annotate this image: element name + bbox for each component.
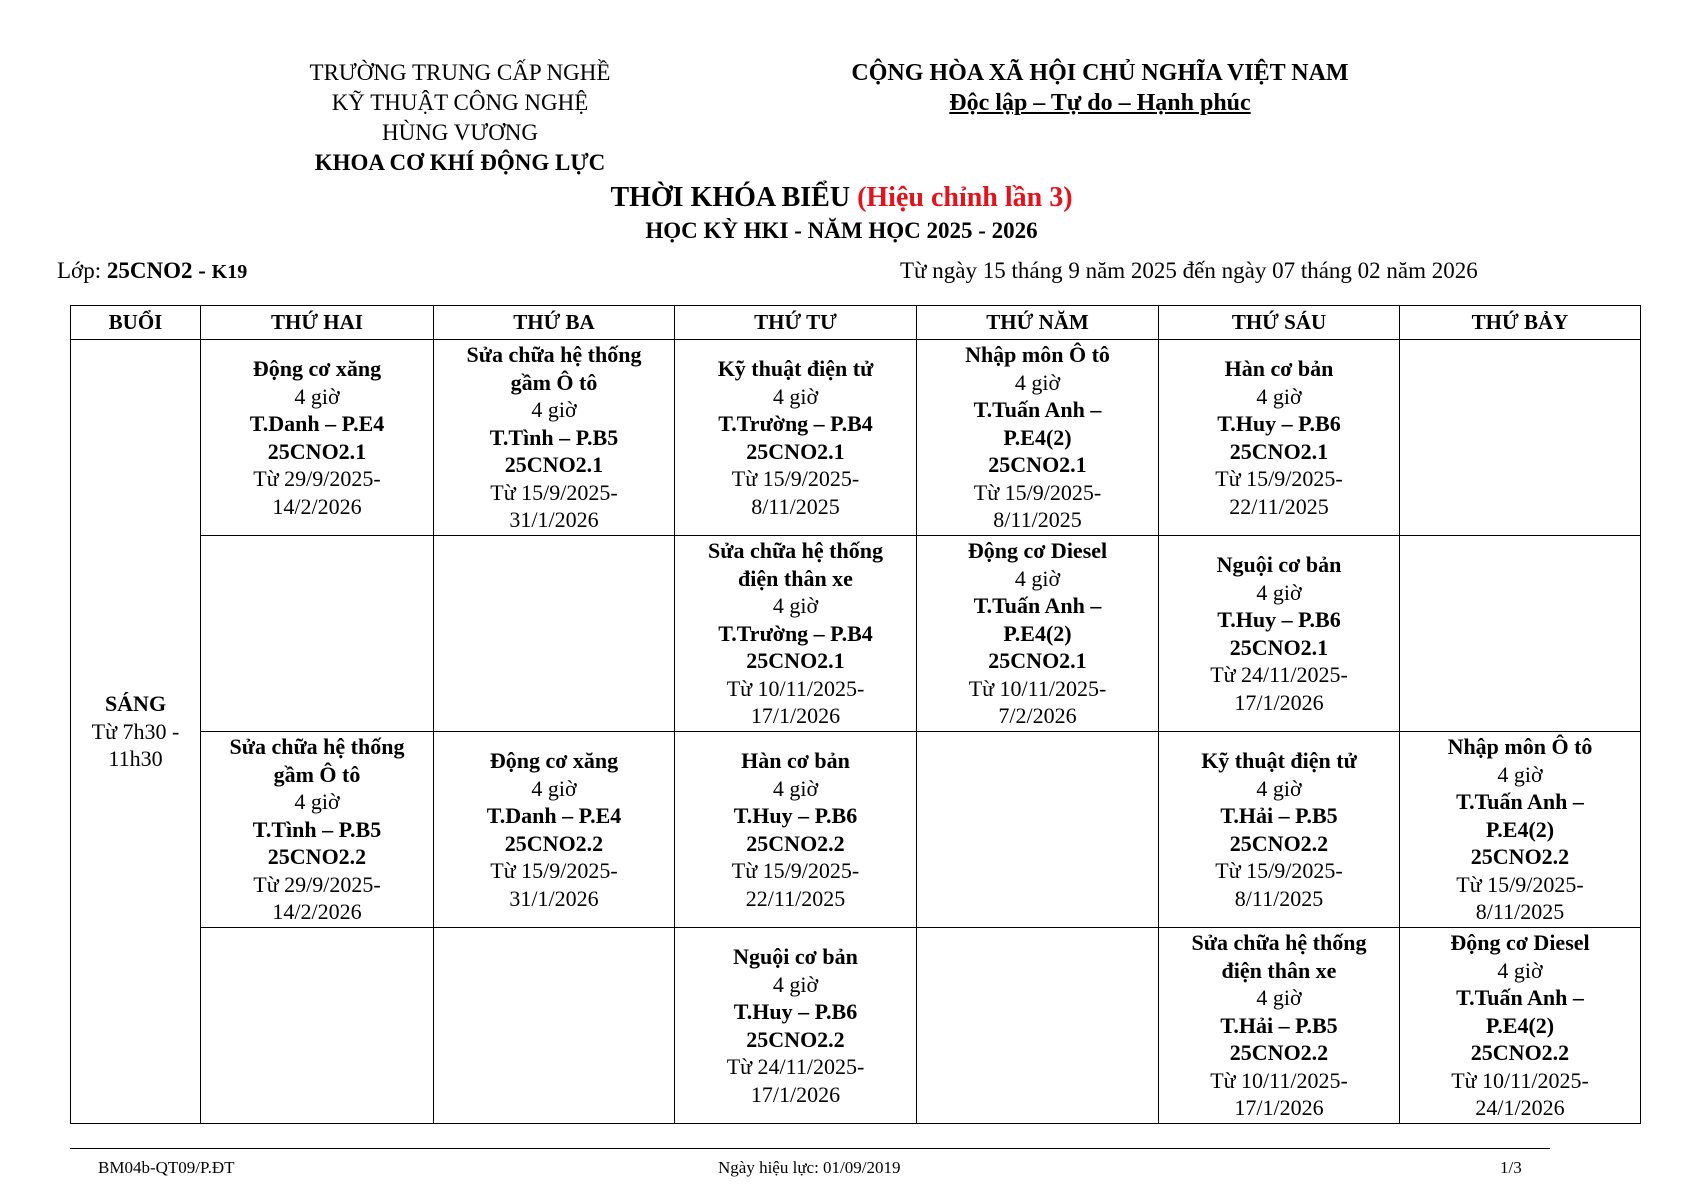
course-dates: 14/2/2026 xyxy=(272,899,362,925)
course-dates: 24/1/2026 xyxy=(1475,1095,1565,1121)
course-dates: Từ 15/9/2025- xyxy=(731,858,860,883)
course-dates: 14/2/2026 xyxy=(272,493,362,519)
course-dates: 31/1/2026 xyxy=(509,885,599,911)
course-dates: Từ 15/9/2025- xyxy=(490,858,618,883)
course-hours: 4 giờ xyxy=(1014,565,1061,591)
teacher-room: P.E4(2) xyxy=(1003,620,1072,646)
course-name: Nguội cơ bản xyxy=(733,944,858,969)
student-group: 25CNO2.1 xyxy=(1229,438,1329,464)
course-dates: Từ 10/11/2025- xyxy=(1210,1067,1348,1093)
course-dates: Từ 15/9/2025- xyxy=(1456,871,1584,897)
timetable-cell xyxy=(434,928,675,1124)
student-group: 25CNO2.2 xyxy=(504,830,604,856)
timetable-cell xyxy=(675,732,917,928)
session-name: SÁNG xyxy=(104,691,167,717)
student-group: 25CNO2.1 xyxy=(746,648,845,674)
student-group: 25CNO2.2 xyxy=(1470,844,1570,870)
teacher-room: T.Huy – P.B6 xyxy=(733,999,858,1024)
course-dates: Từ 15/9/2025- xyxy=(490,479,618,505)
timetable-cell xyxy=(917,340,1159,536)
course-dates: 17/1/2026 xyxy=(1234,1095,1324,1121)
timetable xyxy=(70,305,1641,1124)
footer-divider xyxy=(70,1148,1550,1149)
class-cohort: K19 xyxy=(211,261,248,283)
course-dates: Từ 10/11/2025- xyxy=(968,675,1107,701)
title-main: THỜI KHÓA BIỂU xyxy=(610,182,851,213)
session-time-end: 11h30 xyxy=(108,746,163,772)
course-dates: 7/2/2026 xyxy=(998,703,1077,729)
timetable-cell xyxy=(675,340,917,536)
course-name: Kỹ thuật điện tử xyxy=(1201,748,1357,773)
course-name: Sửa chữa hệ thống xyxy=(466,342,642,368)
timetable-cell xyxy=(917,732,1159,928)
class-label: Lớp: xyxy=(57,258,102,283)
course-name: Động cơ Diesel xyxy=(1450,930,1590,956)
student-group: 25CNO2.2 xyxy=(1229,830,1329,856)
course-dates: Từ 10/11/2025- xyxy=(1451,1067,1589,1093)
timetable-cell xyxy=(675,928,917,1124)
student-group: 25CNO2.2 xyxy=(267,844,367,870)
teacher-room: T.Danh – P.E4 xyxy=(486,803,622,828)
teacher-room: T.Huy – P.B6 xyxy=(1217,411,1341,436)
header-tuesday: THỨ BA xyxy=(434,306,675,340)
student-group: 25CNO2.1 xyxy=(988,452,1087,478)
timetable-cell xyxy=(1400,340,1641,536)
header-session: BUỔI xyxy=(71,306,201,340)
course-name: gầm Ô tô xyxy=(510,369,598,395)
timetable-cell xyxy=(917,536,1159,732)
course-dates: 17/1/2026 xyxy=(750,703,841,729)
timetable-cell xyxy=(201,928,434,1124)
student-group: 25CNO2.1 xyxy=(267,438,367,464)
school-name-line3: HÙNG VƯƠNG xyxy=(381,120,539,145)
course-hours: 4 giờ xyxy=(1256,383,1302,409)
teacher-room: P.E4(2) xyxy=(1485,816,1555,842)
course-dates: 31/1/2026 xyxy=(509,507,599,533)
timetable-row xyxy=(71,536,1641,732)
national-motto: Độc lập – Tự do – Hạnh phúc xyxy=(949,90,1251,116)
course-hours: 4 giờ xyxy=(772,383,819,409)
student-group: 25CNO2.2 xyxy=(746,1026,845,1052)
teacher-room: T.Hải – P.B5 xyxy=(1220,803,1338,828)
timetable-cell xyxy=(1159,340,1400,536)
timetable-cell xyxy=(434,536,675,732)
footer-form-code: BM04b-QT09/P.ĐT xyxy=(98,1158,235,1177)
timetable-cell xyxy=(1400,536,1641,732)
course-dates: 8/11/2025 xyxy=(993,507,1082,533)
course-dates: 8/11/2025 xyxy=(751,493,840,519)
course-name: Sửa chữa hệ thống xyxy=(1191,930,1367,956)
course-dates: Từ 15/9/2025- xyxy=(973,479,1102,505)
teacher-room: P.E4(2) xyxy=(1003,424,1072,450)
course-hours: 4 giờ xyxy=(1497,957,1543,983)
teacher-room: T.Trường – P.B4 xyxy=(718,411,873,436)
timetable-cell xyxy=(917,928,1159,1124)
course-dates: 17/1/2026 xyxy=(750,1081,841,1107)
course-hours: 4 giờ xyxy=(531,775,577,801)
course-name: Nhập môn Ô tô xyxy=(1447,734,1593,760)
school-header xyxy=(240,58,680,178)
course-hours: 4 giờ xyxy=(531,397,577,423)
session-cell xyxy=(71,340,201,1124)
timetable-cell xyxy=(201,536,434,732)
header-friday: THỨ SÁU xyxy=(1159,306,1400,340)
student-group: 25CNO2.1 xyxy=(988,648,1087,674)
course-hours: 4 giờ xyxy=(294,383,340,409)
course-hours: 4 giờ xyxy=(1256,775,1302,801)
course-dates: Từ 29/9/2025- xyxy=(253,871,381,897)
course-dates: 22/11/2025 xyxy=(1229,493,1329,519)
course-hours: 4 giờ xyxy=(1497,761,1543,787)
course-hours: 4 giờ xyxy=(294,789,340,815)
teacher-room: P.E4(2) xyxy=(1485,1012,1555,1038)
teacher-room: T.Hải – P.B5 xyxy=(1220,1012,1338,1038)
course-dates: Từ 15/9/2025- xyxy=(731,466,860,491)
country-name: CỘNG HÒA XÃ HỘI CHỦ NGHĨA VIỆT NAM xyxy=(851,60,1349,86)
teacher-room: T.Tình – P.B5 xyxy=(489,424,619,450)
session-time-start: Từ 7h30 - xyxy=(91,718,180,744)
header-saturday: THỨ BẢY xyxy=(1400,306,1641,340)
student-group: 25CNO2.1 xyxy=(746,438,845,464)
course-hours: 4 giờ xyxy=(772,971,819,997)
student-group: 25CNO2.2 xyxy=(746,830,845,856)
timetable-cell xyxy=(675,536,917,732)
course-name: Sửa chữa hệ thống xyxy=(229,734,405,760)
course-dates: Từ 24/11/2025- xyxy=(726,1054,865,1079)
page-title xyxy=(0,182,1683,214)
course-name: điện thân xe xyxy=(1221,957,1337,983)
course-name: Động cơ xăng xyxy=(489,748,619,773)
timetable-row xyxy=(71,340,1641,536)
header-monday: THỨ HAI xyxy=(201,306,434,340)
course-name: Động cơ Diesel xyxy=(967,538,1108,564)
course-hours: 4 giờ xyxy=(1256,579,1302,605)
timetable-cell xyxy=(1400,732,1641,928)
footer-page-number: 1/3 xyxy=(1500,1158,1522,1177)
course-dates: Từ 15/9/2025- xyxy=(1215,858,1343,883)
timetable-header-row xyxy=(71,306,1641,340)
timetable-row xyxy=(71,928,1641,1124)
timetable-cell xyxy=(1400,928,1641,1124)
teacher-room: T.Tuấn Anh – xyxy=(973,593,1102,619)
teacher-room: T.Tuấn Anh – xyxy=(1456,789,1584,815)
header-wednesday: THỨ TƯ xyxy=(675,306,917,340)
course-dates: Từ 24/11/2025- xyxy=(1210,662,1348,687)
timetable-cell xyxy=(1159,928,1400,1124)
school-name-line1: TRƯỜNG TRUNG CẤP NGHỀ xyxy=(309,60,611,85)
timetable-cell xyxy=(434,340,675,536)
teacher-room: T.Tuấn Anh – xyxy=(973,397,1102,423)
teacher-room: T.Tình – P.B5 xyxy=(252,816,382,842)
term-subtitle: HỌC KỲ HKI - NĂM HỌC 2025 - 2026 xyxy=(645,218,1038,243)
footer-effective-date: Ngày hiệu lực: 01/09/2019 xyxy=(718,1158,901,1177)
timetable-cell xyxy=(434,732,675,928)
course-name: Nguội cơ bản xyxy=(1216,552,1342,577)
course-dates: Từ 29/9/2025- xyxy=(253,466,381,491)
course-dates: Từ 15/9/2025- xyxy=(1215,466,1343,491)
student-group: 25CNO2.2 xyxy=(1470,1040,1570,1066)
course-name: Động cơ xăng xyxy=(252,356,382,381)
course-dates: Từ 10/11/2025- xyxy=(726,675,865,701)
header-thursday: THỨ NĂM xyxy=(917,306,1159,340)
teacher-room: T.Danh – P.E4 xyxy=(249,411,385,436)
course-name: điện thân xe xyxy=(738,565,853,591)
course-name: Hàn cơ bản xyxy=(741,748,850,773)
course-name: Sửa chữa hệ thống xyxy=(708,538,883,564)
course-dates: 17/1/2026 xyxy=(1234,689,1324,715)
course-hours: 4 giờ xyxy=(1014,369,1061,395)
timetable-cell xyxy=(201,340,434,536)
national-header xyxy=(820,58,1380,118)
course-dates: 8/11/2025 xyxy=(1475,899,1565,925)
student-group: 25CNO2.1 xyxy=(1229,634,1329,660)
teacher-room: T.Tuấn Anh – xyxy=(1456,985,1584,1011)
teacher-room: T.Trường – P.B4 xyxy=(718,620,873,646)
timetable-cell xyxy=(1159,536,1400,732)
schedule-date-range: Từ ngày 15 tháng 9 năm 2025 đến ngày 07 tháng 02 năm 2026 xyxy=(900,258,1478,283)
school-name-line2: KỸ THUẬT CÔNG NGHỆ xyxy=(331,90,589,115)
course-dates: 22/11/2025 xyxy=(745,885,846,911)
teacher-room: T.Huy – P.B6 xyxy=(733,803,858,828)
course-name: Kỹ thuật điện tử xyxy=(717,356,874,381)
course-name: Hàn cơ bản xyxy=(1224,356,1334,381)
teacher-room: T.Huy – P.B6 xyxy=(1217,607,1341,632)
course-dates: 8/11/2025 xyxy=(1234,885,1324,911)
department-name: KHOA CƠ KHÍ ĐỘNG LỰC xyxy=(314,150,606,175)
course-name: gầm Ô tô xyxy=(273,761,361,787)
student-group: 25CNO2.2 xyxy=(1229,1040,1329,1066)
class-info xyxy=(57,258,247,284)
course-hours: 4 giờ xyxy=(772,593,819,619)
course-hours: 4 giờ xyxy=(772,775,819,801)
course-name: Nhập môn Ô tô xyxy=(965,342,1110,368)
course-hours: 4 giờ xyxy=(1256,985,1302,1011)
timetable-cell xyxy=(201,732,434,928)
student-group: 25CNO2.1 xyxy=(504,452,604,478)
class-code: 25CNO2 - xyxy=(106,258,212,283)
timetable-row xyxy=(71,732,1641,928)
timetable-cell xyxy=(1159,732,1400,928)
title-revision: (Hiệu chỉnh lần 3) xyxy=(857,182,1073,213)
